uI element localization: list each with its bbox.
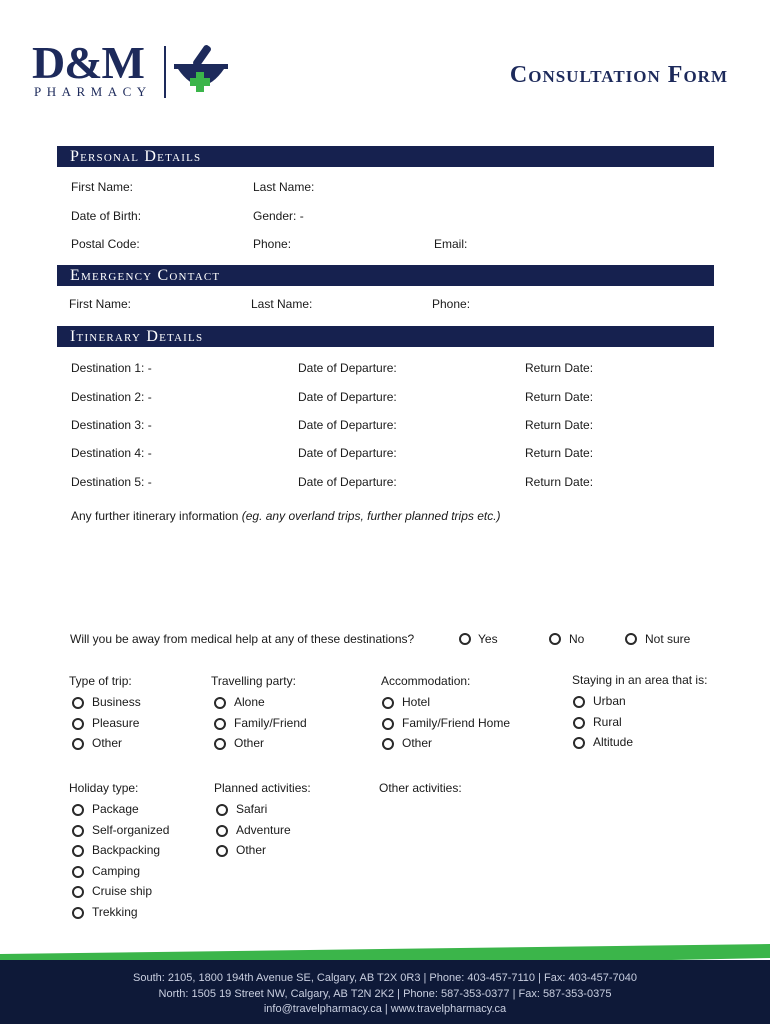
activity-safari-radio[interactable] [216, 804, 228, 816]
party-family-radio[interactable] [214, 718, 226, 730]
party-alone-radio[interactable] [214, 697, 226, 709]
destination-1-field[interactable]: Destination 1: - [71, 361, 152, 375]
destination-5-field[interactable]: Destination 5: - [71, 475, 152, 489]
party-other-radio[interactable] [214, 738, 226, 750]
footer-south-address: South: 2105, 1800 194th Avenue SE, Calgary, AB T2X 0R3 | Phone: 403-457-7110 | Fax: 403-457-7040 [133, 972, 637, 984]
mortar-pestle-icon [170, 40, 232, 100]
last-name-field[interactable]: Last Name: [253, 180, 315, 194]
holiday-camping-radio[interactable] [72, 866, 84, 878]
activity-adventure-radio[interactable] [216, 825, 228, 837]
trip-pleasure-radio[interactable] [72, 718, 84, 730]
activity-safari-label: Safari [236, 802, 268, 816]
itinerary-details-title: Itinerary Details [70, 328, 204, 345]
destination-4-field[interactable]: Destination 4: - [71, 446, 152, 460]
first-name-field[interactable]: First Name: [71, 180, 134, 194]
destination-3-field[interactable]: Destination 3: - [71, 418, 152, 432]
trip-business-label: Business [92, 695, 141, 709]
departure-2-field[interactable]: Date of Departure: [298, 390, 397, 404]
area-rural-label: Rural [593, 715, 622, 729]
accom-hotel-label: Hotel [402, 695, 431, 709]
return-1-field[interactable]: Return Date: [525, 361, 594, 375]
destination-2-field[interactable]: Destination 2: - [71, 390, 152, 404]
holiday-type-label: Holiday type: [69, 781, 139, 795]
departure-5-field[interactable]: Date of Departure: [298, 475, 397, 489]
party-other-label: Other [234, 736, 265, 750]
gender-field[interactable]: Gender: - [253, 209, 304, 223]
holiday-cruise-radio[interactable] [72, 886, 84, 898]
emergency-last-name-field[interactable]: Last Name: [251, 297, 313, 311]
activity-adventure-label: Adventure [236, 823, 291, 837]
form-title: Consultation Form [509, 62, 728, 88]
emergency-phone-field[interactable]: Phone: [432, 297, 471, 311]
activity-other-radio[interactable] [216, 845, 228, 857]
trip-pleasure-label: Pleasure [92, 716, 140, 730]
area-rural-radio[interactable] [573, 717, 585, 729]
holiday-backpacking-label: Backpacking [92, 843, 161, 857]
activities-label: Planned activities: [214, 781, 311, 795]
further-itinerary-label: Any further itinerary information [71, 509, 239, 523]
accom-family-label: Family/Friend Home [402, 716, 511, 730]
holiday-trekking-radio[interactable] [72, 907, 84, 919]
holiday-cruise-label: Cruise ship [92, 884, 153, 898]
party-family-label: Family/Friend [234, 716, 307, 730]
logo-subtitle: PHARMACY [34, 84, 152, 99]
holiday-camping-label: Camping [92, 864, 141, 878]
logo-divider [164, 46, 166, 98]
accom-hotel-radio[interactable] [382, 697, 394, 709]
return-4-field[interactable]: Return Date: [525, 446, 594, 460]
holiday-trekking-label: Trekking [92, 905, 138, 919]
departure-4-field[interactable]: Date of Departure: [298, 446, 397, 460]
medical-help-yes-label: Yes [478, 632, 498, 646]
holiday-backpacking-radio[interactable] [72, 845, 84, 857]
trip-type-label: Type of trip: [69, 674, 132, 688]
return-3-field[interactable]: Return Date: [525, 418, 594, 432]
medical-help-question: Will you be away from medical help at any of these destinations? [70, 632, 415, 646]
holiday-self-organized-label: Self-organized [92, 823, 170, 837]
emergency-contact-title: Emergency Contact [70, 267, 221, 284]
accom-other-label: Other [402, 736, 433, 750]
area-label: Staying in an area that is: [572, 673, 708, 687]
departure-1-field[interactable]: Date of Departure: [298, 361, 397, 375]
phone-field[interactable]: Phone: [253, 237, 292, 251]
footer-north-address: North: 1505 19 Street NW, Calgary, AB T2N 2K2 | Phone: 587-353-0377 | Fax: 587-353-0375 [158, 988, 612, 1000]
holiday-package-radio[interactable] [72, 804, 84, 816]
holiday-package-label: Package [92, 802, 139, 816]
area-altitude-label: Altitude [593, 735, 634, 749]
accom-other-radio[interactable] [382, 738, 394, 750]
other-activities-field[interactable]: Other activities: [379, 781, 462, 795]
area-urban-label: Urban [593, 694, 626, 708]
footer-contact-links[interactable]: info@travelpharmacy.ca | www.travelpharmacy.ca [263, 1003, 507, 1015]
postal-code-field[interactable]: Postal Code: [71, 237, 140, 251]
departure-3-field[interactable]: Date of Departure: [298, 418, 397, 432]
holiday-self-organized-radio[interactable] [72, 825, 84, 837]
medical-help-notsure-label: Not sure [645, 632, 691, 646]
return-2-field[interactable]: Return Date: [525, 390, 594, 404]
trip-business-radio[interactable] [72, 697, 84, 709]
personal-details-title: Personal Details [70, 148, 202, 165]
party-alone-label: Alone [234, 695, 265, 709]
party-label: Travelling party: [211, 674, 296, 688]
medical-help-notsure-radio[interactable] [625, 633, 637, 645]
activity-other-label: Other [236, 843, 267, 857]
accommodation-label: Accommodation: [381, 674, 471, 688]
emergency-first-name-field[interactable]: First Name: [69, 297, 132, 311]
return-5-field[interactable]: Return Date: [525, 475, 594, 489]
further-itinerary-field[interactable] [71, 509, 501, 523]
area-altitude-radio[interactable] [573, 737, 585, 749]
area-urban-radio[interactable] [573, 696, 585, 708]
trip-other-label: Other [92, 736, 123, 750]
dob-field[interactable]: Date of Birth: [71, 209, 142, 223]
logo-mark: D&M [32, 37, 144, 88]
accom-family-radio[interactable] [382, 718, 394, 730]
email-field[interactable]: Email: [434, 237, 468, 251]
medical-help-no-label: No [569, 632, 585, 646]
further-itinerary-hint: (eg. any overland trips, further planned trips etc.) [241, 509, 501, 523]
medical-help-yes-radio[interactable] [459, 633, 471, 645]
trip-other-radio[interactable] [72, 738, 84, 750]
medical-help-no-radio[interactable] [549, 633, 561, 645]
